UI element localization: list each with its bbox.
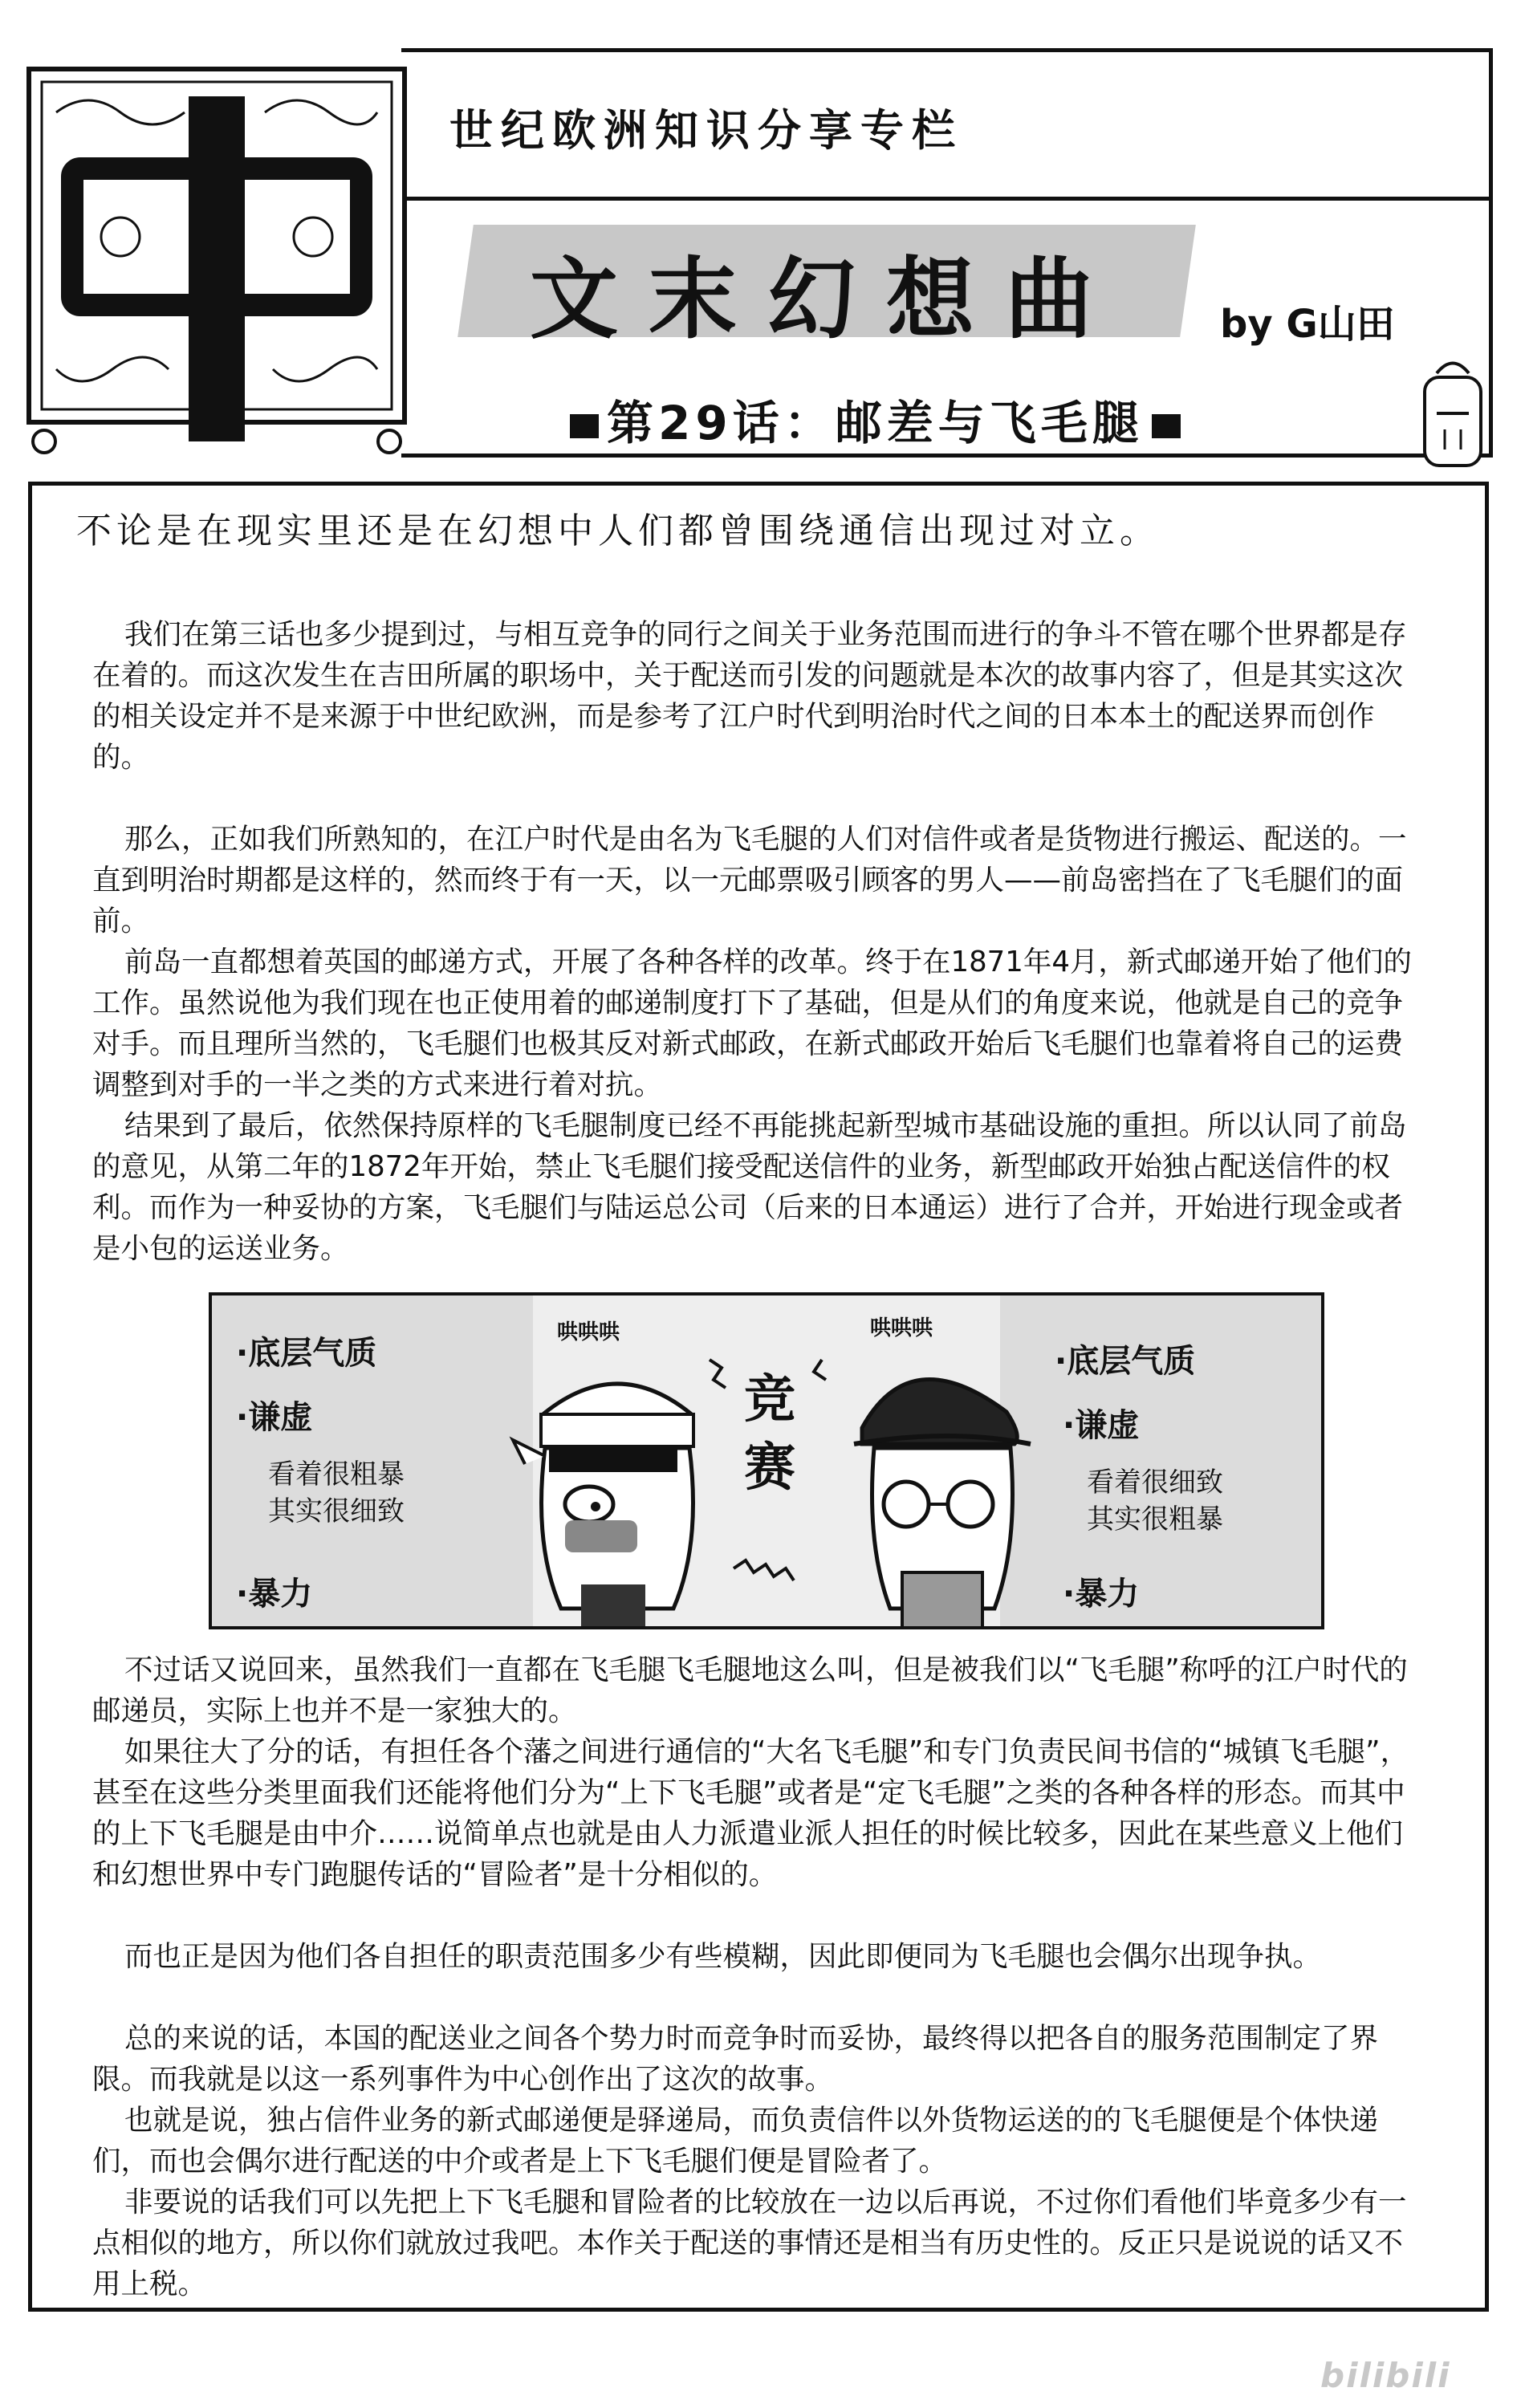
column-header: [16, 48, 1509, 466]
page-title: 文末幻想曲: [530, 248, 1124, 351]
left-trait-note: [268, 1456, 405, 1530]
left-trait: 其实很细致: [268, 1495, 405, 1527]
paragraph: 不过话又说回来，虽然我们一直都在飞毛腿飞毛腿地这么叫，但是被我们以“飞毛腿”称呼的江户时代的邮递员，实际上也并不是一家独大的。: [92, 1653, 1408, 1727]
right-trait: ·谦虚: [1063, 1407, 1140, 1444]
left-trait: ·底层气质: [236, 1335, 377, 1372]
paragraph: 我们在第三话也多少提到过，与相互竞争的同行之间关于业务范围而进行的争斗不管在哪个世界都是存在着的。而这次发生在吉田所属的职场中，关于配送而引发的问题就是本次的故事内容了，但是其实这次的相关设定并不是来源于中世纪欧洲，而是参考了江户时代到明治时代之间的日本本土的配送界而创作的。: [92, 618, 1407, 774]
right-trait: 看着很细致: [1087, 1466, 1223, 1499]
paragraph: 也就是说，独占信件业务的新式邮递便是驿递局，而负责信件以外货物运送的的飞毛腿便是个体快递们，而也会偶尔进行配送的中介或者是上下飞毛腿们便是冒险者了。: [92, 2104, 1379, 2178]
sound-effect: 哄哄哄: [870, 1316, 933, 1340]
lead-sentence: 不论是在现实里还是在幻想中人们都曾围绕通信出现过对立。: [76, 510, 1160, 551]
paragraph: 非要说的话我们可以先把上下飞毛腿和冒险者的比较放在一边以后再说，不过你们看他们毕竟多少有一点相似的地方，所以你们就放过我吧。本作关于配送的事情还是相当有历史性的。反正只是说说的话又不用上税。: [92, 2186, 1407, 2300]
paragraph: 如果往大了分的话，有担任各个藩之间进行通信的“大名飞毛腿”和专门负责民间书信的“城镇飞毛腿”，甚至在这些分类里面我们还能将他们分为“上下飞毛腿”或者是“定飞毛腿”之类的各种各样的形态。而其中的上下飞毛腿是由中介……说简单点也就是由人力派遣业派人担任的时候比较多，因此在某些意义上他们和幻想世界中专门跑腿传话的“冒险者”是十分相似的。: [92, 1735, 1409, 1891]
paragraph: 前岛一直都想着英国的邮递方式，开展了各种各样的改革。终于在1871年4月，新式邮递开始了他们的工作。虽然说他为我们现在也正使用着的邮递制度打下了基础，但是从们的角度来说，他就是自己的竞争对手。而且理所当然的，飞毛腿们也极其反对新式邮政，在新式邮政开始后飞毛腿们也靠着将自己的运费调整到对手的一半之类的方式来进行着对抗。: [92, 946, 1412, 1101]
right-trait: ·暴力: [1063, 1576, 1140, 1613]
paragraph: 那么，正如我们所熟知的，在江户时代是由名为飞毛腿的人们对信件或者是货物进行搬运、配送的。一直到明治时期都是这样的，然而终于有一天，以一元邮票吸引顾客的男人——前岛密挡在了飞毛腿们的面前。: [92, 823, 1407, 938]
right-trait-note: [1087, 1464, 1223, 1538]
comic-strip: [209, 1292, 1324, 1629]
column-label: 世纪欧洲知识分享专栏: [449, 105, 963, 156]
paragraph: 总的来说的话，本国的配送业之间各个势力时而竞争时而妥协，最终得以把各自的服务范围制定了界限。而我就是以这一系列事件为中心创作出了这次的故事。: [92, 2022, 1379, 2096]
paragraph: 结果到了最后，依然保持原样的飞毛腿制度已经不再能挑起新型城市基础设施的重担。所以认同了前岛的意见，从第二年的1872年开始，禁止飞毛腿们接受配送信件的业务，新型邮政开始独占配送信件的权利。而作为一种妥协的方案，飞毛腿们与陆运总公司（后来的日本通运）进行了合并，开始进行现金或者是小包的运送业务。: [92, 1109, 1407, 1265]
paragraph: 而也正是因为他们各自担任的职责范围多少有些模糊，因此即便同为飞毛腿也会偶尔出现争执。: [124, 1940, 1322, 1973]
author-byline: by G山田: [1220, 302, 1395, 347]
logo-illustration: [24, 64, 409, 466]
episode-label: [562, 385, 1189, 453]
site-watermark: bilibili: [1320, 2356, 1451, 2395]
left-trait: 看着很粗暴: [268, 1458, 405, 1491]
sound-effect: 哄哄哄: [557, 1320, 620, 1344]
character-right-illustration: [830, 1340, 1055, 1629]
left-trait: ·暴力: [236, 1576, 313, 1613]
vs-char: 竞: [744, 1370, 795, 1430]
mascot-doodle-icon: [1413, 357, 1493, 470]
right-trait: ·底层气质: [1055, 1343, 1196, 1380]
left-trait: ·谦虚: [236, 1399, 313, 1436]
episode-text: 第29话：邮差与飞毛腿: [607, 396, 1144, 450]
tension-lines: [685, 1328, 854, 1625]
right-trait: 其实很粗暴: [1087, 1503, 1223, 1536]
bullet-icon: [1152, 414, 1181, 438]
vs-char: 赛: [744, 1438, 795, 1498]
bullet-icon: [570, 414, 599, 438]
header-rule: [401, 197, 1493, 201]
